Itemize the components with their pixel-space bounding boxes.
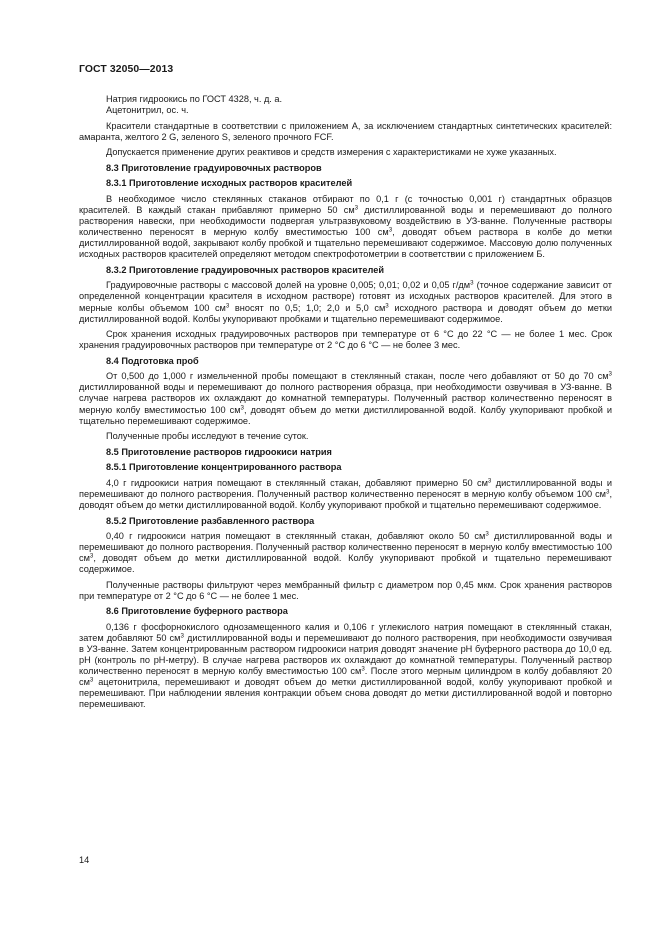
text-run: , доводят объем раствора в колбе до метки дистиллированной водой, закрывают колбу пробкой и тщательно перемешивают содержимое. Массовую долю полученных исходных растворов красителей определяют методом спектрофотометрии в соответствии с приложением Б. xyxy=(79,227,612,260)
text-run: От 0,500 до 1,000 г измельченной пробы помещают в стеклянный стакан, после чего добавляют от 50 до 70 см xyxy=(106,371,609,382)
paragraph xyxy=(79,147,612,158)
text-run: Красители стандартные в соответствии с приложением А, за исключением стандартных синтетических красителей: амаранта, желтого 2 G, зеленого S, зеленого прочного FCF. xyxy=(79,120,612,142)
text-run: , доводят объем до метки дистиллированной водой. Колбу укупоривают пробкой и тщательно перемешивают содержимое. xyxy=(79,553,612,575)
document-body xyxy=(79,94,612,715)
section-heading xyxy=(79,163,612,174)
superscript: 3 xyxy=(388,226,393,234)
paragraph xyxy=(79,622,612,710)
text-run: исходного раствора и доводят объем до метки дистиллированной водой. Колбы укупоривают пробками и тщательно перемешивают содержимое. xyxy=(79,302,612,324)
section-heading xyxy=(79,516,612,527)
superscript: 3 xyxy=(487,477,492,485)
paragraph xyxy=(79,280,612,324)
paragraph xyxy=(79,194,612,260)
text-run: Полученные пробы исследуют в течение суток. xyxy=(106,431,309,442)
text-run: 8.5 Приготовление растворов гидроокиси натрия xyxy=(106,446,332,457)
text-run: 8.3.2 Приготовление градуировочных растворов красителей xyxy=(106,264,384,275)
text-run: дистиллированной воды и перемешивают до полного растворения образца, при необходимости озвучивая в УЗ-ванне. В случае нагрева растворов их охлаждают до комнатной температуры. Полученный раствор количественно переносят в мерную колбу вместимостью 100 см xyxy=(79,382,612,415)
superscript: 3 xyxy=(361,665,365,673)
text-run: 8.3.1 Приготовление исходных растворов красителей xyxy=(106,178,353,189)
text-run: , доводят объем до метки дистиллированной водой. Колбу укупоривают пробкой и тщательно перемешивают содержимое. xyxy=(79,404,612,426)
section-heading xyxy=(79,356,612,367)
text-run: Натрия гидроокись по ГОСТ 4328, ч. д. а. xyxy=(106,94,283,104)
superscript: 3 xyxy=(240,403,244,411)
superscript: 3 xyxy=(605,488,610,496)
text-run: дистиллированной воды и перемешивают до полного растворения. Полученный раствор количественно переносят в мерную колбу объемом 100 см xyxy=(79,477,612,499)
text-run: В необходимое число стеклянных стаканов отбирают по 0,1 г (с точностью 0,001 г) стандартных образцов красителей. В каждый стакан прибавляют примерно 50 см xyxy=(79,194,612,216)
paragraph xyxy=(79,94,612,105)
text-run: Полученные растворы фильтруют через мембранный фильтр с диаметром пор 0,45 мкм. Срок хранения растворов при температуре от 2 °С до 6 °С — не более 1 мес. xyxy=(79,579,612,601)
paragraph xyxy=(79,329,612,351)
paragraph xyxy=(79,478,612,511)
section-heading xyxy=(79,462,612,473)
text-run: , доводят объем до метки дистиллированной водой. Колбу укупоривают пробкой и тщательно перемешивают содержимое. xyxy=(79,488,612,511)
text-run: вносят по 0,5; 1,0; 2,0 и 5,0 см xyxy=(229,302,386,313)
text-run: 0,136 г фосфорнокислого однозамещенного калия и 0,106 г углекислого натрия помещают в стеклянный стакан, затем добавляют 50 см xyxy=(79,622,612,644)
text-run: дистиллированной воды и перемешивают до полного растворения. Полученный раствор количественно переносят в мерную колбу вместимостью 100 см xyxy=(79,531,612,564)
text-run: . После этого мерным цилиндром в колбу добавляют 20 см xyxy=(79,666,612,688)
superscript: 3 xyxy=(354,204,359,212)
text-run: (точное содержание зависит от определенной концентрации красителя в исходном растворе) готовят из исходных растворов красителей. Для этого в мерные колбы объемом 100 см xyxy=(79,280,612,313)
text-run: 8.5.2 Приготовление разбавленного раствора xyxy=(106,515,315,526)
text-run: дистиллированной воды и перемешивают до полного растворения навески, при необходимости подвергая ультразвуковому воздействию в УЗ-ванне. Полученные растворы количественно переносят в мерную колбу вместимостью 100 см xyxy=(79,205,612,238)
text-run: 8.5.1 Приготовление концентрированного раствора xyxy=(106,462,342,473)
paragraph xyxy=(79,531,612,575)
text-run: 8.3 Приготовление градуировочных растворов xyxy=(106,162,322,173)
text-run: дистиллированной воды и перемешивают до полного растворения, при необходимости озвучивая в УЗ-ванне. Затем концентрированным раствором гидроокиси натрия доводят значение pH буферного раствора до 10,0 ед. pH (контроль по pH-метру). В случае нагрева растворов их охлаждают до комнатной температуры. Полученный раствор количественно переносят в мерную колбу вместимостью 100 см xyxy=(79,633,612,677)
text-run: Допускается применение других реактивов и средств измерения с характеристиками не хуже указанных. xyxy=(106,147,557,158)
text-run: 8.4 Подготовка проб xyxy=(106,355,199,366)
paragraph xyxy=(79,431,612,442)
text-run: Срок хранения исходных градуировочных растворов при температуре от 6 °С до 22 °С — не более 1 мес. Срок хранения градуировочных растворов при температуре от 2 °С до 6 °С — не более 3 мес. xyxy=(79,329,612,351)
superscript: 3 xyxy=(608,370,612,378)
superscript: 3 xyxy=(385,301,389,309)
superscript: 3 xyxy=(485,530,489,538)
section-heading xyxy=(79,606,612,617)
text-run: Градуировочные растворы с массовой долей на уровне 0,005; 0,01; 0,02 и 0,05 г/дм xyxy=(106,280,471,291)
superscript: 3 xyxy=(225,301,230,309)
superscript: 3 xyxy=(180,632,184,640)
page-header: ГОСТ 32050—2013 xyxy=(79,64,174,75)
text-run: Ацетонитрил, ос. ч. xyxy=(106,105,189,116)
section-heading xyxy=(79,265,612,276)
text-run: 0,40 г гидроокиси натрия помещают в стеклянный стакан, добавляют около 50 см xyxy=(106,531,486,542)
text-run: 4,0 г гидроокиси натрия помещают в стеклянный стакан, добавляют примерно 50 см xyxy=(106,477,488,488)
superscript: 3 xyxy=(89,552,94,560)
superscript: 3 xyxy=(470,279,474,287)
section-heading xyxy=(79,447,612,458)
superscript: 3 xyxy=(89,676,94,684)
paragraph xyxy=(79,580,612,602)
text-run: ацетонитрила, перемешивают и доводят объем до метки дистиллированной водой, колбу укупоривают пробкой и перемешивают. При наблюдении явления контракции объем снова доводят до метки дистиллированной водой и повторно перемешивают. xyxy=(79,677,612,710)
section-heading xyxy=(79,178,612,189)
paragraph xyxy=(79,371,612,426)
text-run: 8.6 Приготовление буферного раствора xyxy=(106,606,288,617)
paragraph xyxy=(79,105,612,116)
paragraph xyxy=(79,121,612,143)
page-number: 14 xyxy=(79,855,90,865)
